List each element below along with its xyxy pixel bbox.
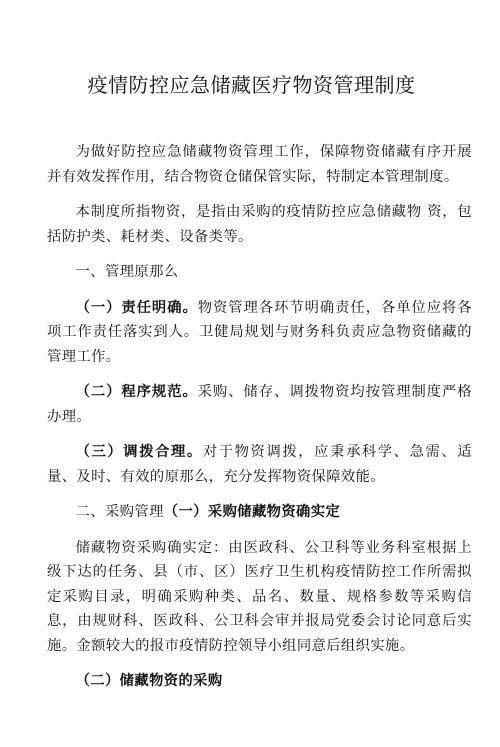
item-3-label: （三）调拨合理。 (75, 444, 203, 460)
item-3-text: 对于物资调拨，应秉承科学、急需、适量、及时、有效的原那么，充分发挥物资保障效能。 (47, 444, 472, 485)
item-2-text: 采购、储存、调拨物资均按管理制度严格办理。 (47, 384, 473, 425)
section-2-paragraph-1: 储藏物资采购确实定：由医政科、公卫科等业务科室根据上级下达的任务、县（市、区）医疗卫生机构疫情防控工作所需拟定采购目录，明确采购种类、品名、数量、规格参数等采购信息，由规财科、医政科、公卫科会审并报局党委会讨论同意后实施。金额较大的报市疫情防控领导小组同意后组织实施。 (47, 539, 472, 654)
section-2-heading (47, 500, 472, 525)
intro-paragraph-2: 本制度所指物资，是指由采购的疫情防控应急储藏物 资，包括防护类、耗材类、设备类等。 (47, 204, 472, 245)
item-1-label: （一）责任明确。 (75, 299, 198, 316)
section-1-heading: 一、管理原那么 (75, 264, 179, 280)
intro-paragraph-1: 为做好防控应急储藏物资管理工作，保障物资储藏有序开展并有效发挥作用，结合物资仓储保管实际，特制定本管理制度。 (47, 144, 472, 185)
document-title: 疫情防控应急储藏医疗物资管理制度 (87, 73, 416, 97)
item-2-label: （二）程序规范。 (75, 384, 198, 400)
document-body (47, 140, 472, 694)
item-2-paragraph (47, 380, 472, 429)
item-1-text: 物资管理各环节明确责任，各单位应将各项工作责任落实到人。卫健局规划与财务科负责应急物资储藏的管理工作。 (47, 299, 473, 365)
section-2-subheading-2 (47, 669, 472, 694)
section-2-heading-sub: （一）采购储藏物资确实定 (163, 504, 341, 520)
section-2-subheading-2-text: （二）储藏物资的采购 (75, 673, 223, 689)
item-1-paragraph (47, 296, 472, 370)
item-3-paragraph (47, 440, 472, 489)
section-2-heading-prefix: 二、采购管理 (75, 504, 164, 520)
